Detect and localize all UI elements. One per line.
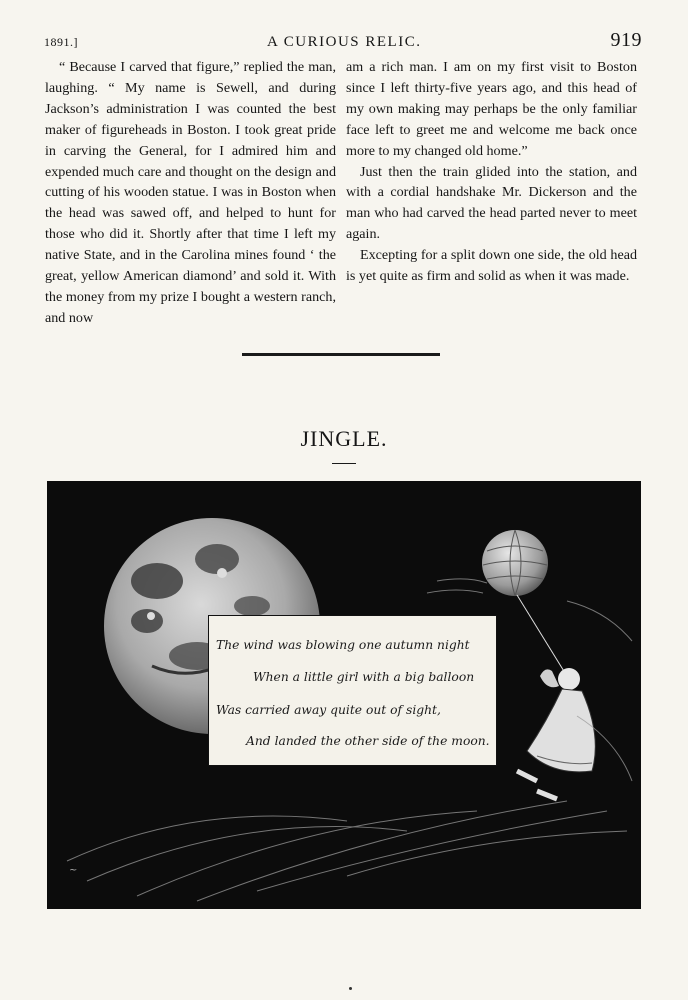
page-number: 919 [610, 29, 642, 51]
header-date: 1891.] [44, 35, 78, 49]
paragraph-sewell: “ Because I carved that figure,” replied the man, laughing. “ My name is Sewell, and during Jackson’s administration I was counted the best maker of figureheads in Boston. I took great pride in carving the General, for I admired him and expended much care and thought on the design and cutting of his wooden statue. I was in Boston when the head was sawed off, and helped to hunt for those who did it. Shortly after that time I left my native State, and in the Carolina mines found ‘ the great, yellow American diamond’ and sold it. With the money from my prize I bought a western ranch, and now [45, 59, 336, 326]
moon-balloon-illustration [47, 481, 641, 909]
paragraph-train-station: Just then the train glided into the station, and with a cordial handshake Mr. Dickerson and the man who had carved the head parted never to meet again. [346, 163, 637, 243]
title-underline [332, 463, 356, 464]
verse-line-4: And landed the other side of the moon. [246, 734, 490, 748]
jingle-title: JINGLE. [300, 426, 388, 451]
right-column [346, 57, 637, 287]
verse-line-2: When a little girl with a big balloon [253, 670, 475, 684]
verse-line-1: The wind was blowing one autumn night [216, 638, 470, 652]
section-divider [242, 353, 440, 356]
footer-dot [349, 987, 352, 990]
paragraph-continuation: am a rich man. I am on my first visit to Boston since I left thirty-five years ago, and this head of my own making may perhaps be the only familiar face left to greet me and welcome me back once more to my changed old home.” [346, 59, 637, 159]
artist-signature: ~ [69, 865, 78, 876]
girl-figure [517, 668, 595, 799]
header-title: A CURIOUS RELIC. [267, 34, 422, 50]
left-column [45, 57, 336, 329]
paragraph-old-head: Excepting for a split down one side, the old head is yet quite as firm and solid as when it was made. [346, 247, 637, 285]
verse-line-3: Was carried away quite out of sight, [216, 703, 441, 717]
running-header [44, 29, 642, 53]
verse-box [208, 615, 497, 766]
